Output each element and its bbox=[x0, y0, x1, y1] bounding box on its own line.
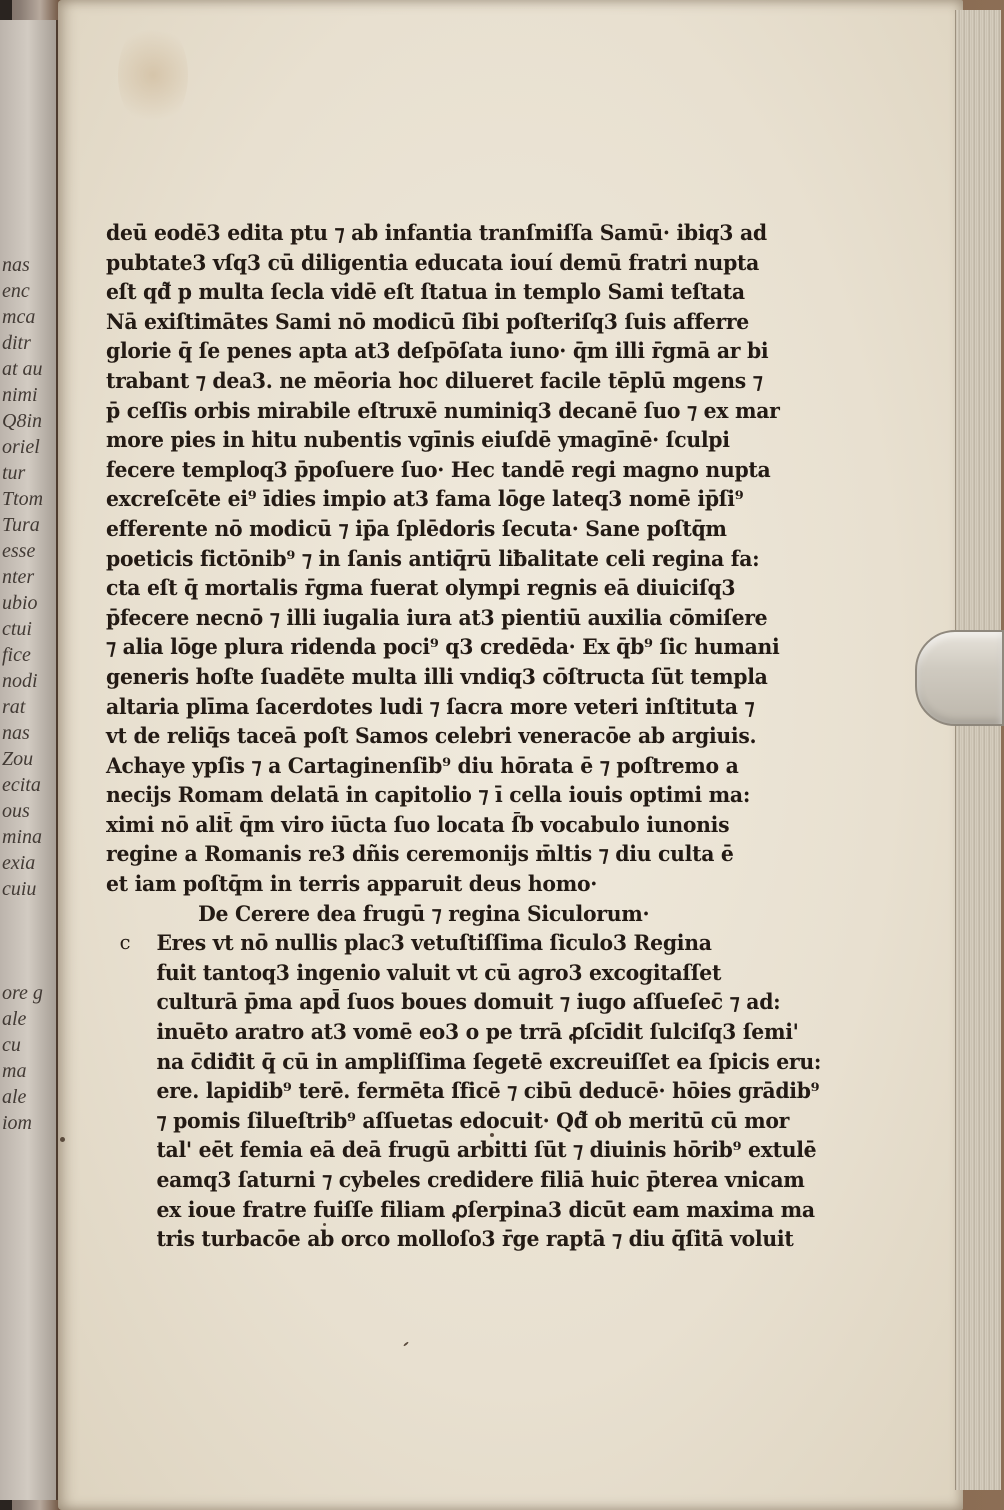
text-line: more pies in hitu nubentis vgīnis eiuſdē ymagīnē· ſculpi bbox=[106, 427, 730, 453]
text-line: eſt qđ̃ p multa ſecla vidē eſt ſtatua in templo Sami teſtata bbox=[106, 279, 745, 305]
text-line: regine a Romanis re3 dñis ceremonijs m̄ltis ⁊ diu culta ē bbox=[106, 841, 734, 867]
facing-page-fragment: mca bbox=[2, 306, 36, 328]
facing-page bbox=[0, 20, 58, 1500]
chapter-text bbox=[106, 928, 822, 1254]
facing-page-fragment: ma bbox=[2, 1060, 27, 1082]
facing-page-fragment: Zou bbox=[2, 748, 34, 770]
page-edges bbox=[955, 10, 1001, 1490]
facing-page-fragment: ous bbox=[2, 800, 30, 822]
text-line: ⁊ alia lōge plura ridenda poci⁹ q3 credēda· Ex q̄b⁹ ſic humani bbox=[106, 634, 780, 660]
guide-letter: c bbox=[119, 930, 131, 955]
facing-page-fragment: ale bbox=[2, 1008, 27, 1030]
facing-page-fragment: tur bbox=[2, 462, 26, 484]
chapter-text-line: eamq3 ſaturni ⁊ cybeles credidere filiā huic p̄terea vnicam bbox=[156, 1167, 805, 1192]
facing-page-fragment: ale bbox=[2, 1086, 27, 1108]
chapter-text-line: na c̄diđit q̄ cū in ampliſſima ſegetē excreuiſſet ea ſpicis eru: bbox=[156, 1048, 822, 1074]
text-line: fecere temploq3 p̄poſuere ſuo· Hec tandē regi magno nupta bbox=[106, 456, 771, 482]
body-text bbox=[106, 218, 780, 899]
text-line: altaria plīma ſacerdotes ludi ⁊ ſacra more veteri inſtituta ⁊ bbox=[106, 693, 755, 719]
text-line: p̄fecere necnō ⁊ illi iugalia iura at3 pientiū auxilia cōmiſere bbox=[106, 604, 768, 630]
chapter-text-line: fuit tantoq3 ingenio valuit vt cū agro3 excogitaſſet bbox=[156, 959, 722, 985]
facing-page-fragment: iom bbox=[2, 1112, 32, 1134]
chapter-text-line: tal' eēt femia eā deā frugū arbitti ſūt ⁊ diuinis hōrib⁹ extulē bbox=[156, 1137, 817, 1163]
chapter-text-line: ⁊ pomis ſilueſtrib⁹ aſſuetas edocuit· Qđ̃ ob meritū cū mor bbox=[156, 1107, 790, 1133]
chapter-text-line: ex ioue fratre fuiſſe filiam ꝓſerpina3 dicūt eam maxima ma bbox=[156, 1196, 815, 1222]
facing-page-fragment: Q8in bbox=[2, 410, 42, 432]
facing-page-fragment: nter bbox=[2, 566, 35, 588]
text-block bbox=[106, 218, 822, 1254]
book-clasp bbox=[915, 630, 1004, 726]
text-line: et iam poſtq̄m in terris apparuit deus homo· bbox=[106, 871, 598, 897]
facing-page-fragment: ditr bbox=[2, 332, 31, 354]
chapter-text-line: ere. lapidib⁹ terē. fermēta ſficē ⁊ cibū deducē· hōies grādib⁹ bbox=[156, 1078, 820, 1104]
facing-page-fragment: fice bbox=[2, 644, 31, 666]
text-line: efferente nō modicū ⁊ ip̄a ſplēdoris ſecuta· Sane poſtq̄m bbox=[106, 515, 727, 541]
facing-page-fragment: ore g bbox=[2, 982, 43, 1004]
text-line: ximi nō alit̄ q̄m viro iūcta ſuo locata ſ̄b vocabulo iunonis bbox=[106, 811, 730, 837]
chapter-text-line: culturā p̄ma apd̄ ſuos boues domuit ⁊ iugo aſſueſec̄ ⁊ ad: bbox=[156, 989, 781, 1015]
speck bbox=[60, 1137, 65, 1142]
facing-page-fragment: nimi bbox=[2, 384, 38, 406]
facing-page-fragment: exia bbox=[2, 852, 36, 874]
facing-page-fragment: enc bbox=[2, 280, 30, 302]
facing-page-fragment: nodi bbox=[2, 670, 38, 692]
chapter-text-line-content: Eres vt nō nullis plac3 vetuſtiſſima ſiculo3 Regina bbox=[156, 930, 712, 956]
facing-page-fragment: ctui bbox=[2, 618, 32, 640]
text-line: pubtate3 vſq3 cū diligentia educata iouí demū fratri nupta bbox=[106, 249, 760, 275]
text-line: glorie q̄ ſe penes apta at3 deſpōſata iuno· q̄m illi r̄gmā ar bi bbox=[106, 338, 769, 364]
facing-page-fragment: ubio bbox=[2, 592, 38, 614]
facing-page-fragment: Ttom bbox=[2, 488, 44, 510]
text-line: vt de reliq̄s taceā poſt Samos celebri veneracōe ab argiuis. bbox=[106, 723, 757, 749]
facing-page-fragment: ecita bbox=[2, 774, 41, 796]
text-line: excreſcēte ei⁹ īdies impio at3 fama lōge lateq3 nomē ip̄ſi⁹ bbox=[106, 486, 744, 512]
text-line: Nā exiſtimātes Sami nō modicū ſibi poſteriſq3 ſuis afferre bbox=[106, 308, 749, 334]
chapter-text-line: inuēto aratro at3 vomē eo3 o pe trrā ꝓſcīdit ſulciſq3 ſemi' bbox=[156, 1019, 799, 1045]
facing-page-fragment: at au bbox=[2, 358, 43, 380]
facing-page-fragment: Tura bbox=[2, 514, 40, 536]
text-line: poeticis fictōnib⁹ ⁊ in ſanis antiq̄rū liƀalitate celi regina fa: bbox=[106, 545, 760, 571]
chapter-text-line bbox=[106, 928, 712, 958]
facing-page-fragment: cuiu bbox=[2, 878, 37, 900]
facing-page-fragment: oriel bbox=[2, 436, 40, 458]
text-line: p̄ ceſſis orbis mirabile eſtruxē numiniq3 decanē ſuo ⁊ ex mar bbox=[106, 397, 780, 423]
facing-page-fragment: rat bbox=[2, 696, 26, 718]
text-line: trabant ⁊ dea3. ne mēoria hoc dilueret facile tēplū mgens ⁊ bbox=[106, 367, 763, 393]
page-stain bbox=[118, 20, 188, 130]
facing-page-fragment: nas bbox=[2, 254, 30, 276]
text-line: deū eodē3 edita ptu ⁊ ab infantia tranſmiſſa Samū· ibiq3 ad bbox=[106, 220, 767, 245]
chapter-heading: De Cerere dea frugū ⁊ regina Siculorum· bbox=[198, 900, 650, 926]
facing-page-fragment: nas bbox=[2, 722, 30, 744]
facing-page-fragment: cu bbox=[2, 1034, 21, 1056]
text-line: necijs Romam delatā in capitolio ⁊ ī cella iouis optimi ma: bbox=[106, 782, 751, 808]
text-line: cta eſt q̄ mortalis r̄gma fuerat olympi regnis eā diuiciſq3 bbox=[106, 575, 736, 601]
speck bbox=[403, 1341, 409, 1346]
facing-page-fragment: mina bbox=[2, 826, 42, 848]
chapter-text-line: tris turbacōe ab orco molloſo3 r̄ge raptā ⁊ diu q̄ſitā voluit bbox=[156, 1226, 794, 1252]
facing-page-fragment: esse bbox=[2, 540, 36, 562]
text-line: generis hoſte ſuadēte multa illi vndiq3 cōſtructa ſūt templa bbox=[106, 663, 768, 689]
text-line: Achaye ypſis ⁊ a Cartaginenſib⁹ diu hōrata ē ⁊ poſtremo a bbox=[106, 752, 739, 778]
